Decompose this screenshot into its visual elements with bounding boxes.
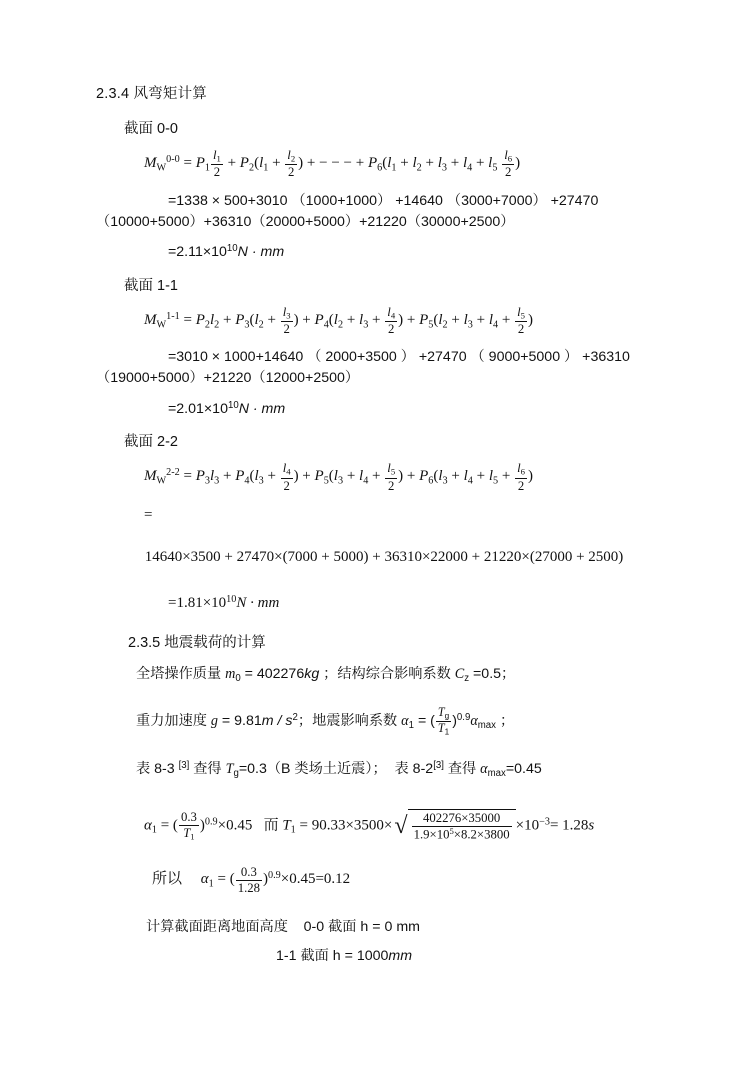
alpha-fraction bbox=[436, 706, 451, 736]
table82-label: 表 8-2 bbox=[394, 760, 434, 777]
alpha-label: ；地震影响系数 bbox=[297, 713, 402, 730]
gravity-value: = 9.81 bbox=[217, 713, 262, 730]
result-1-1 bbox=[168, 400, 672, 417]
formula-alpha-calc: $\alpha_1$ = ( $\frac{0.3}{T_1}$ )$^{0.9}$×0.45 而 $T_1 = 90.33\times 3500\times√$ $\frac{402276\times 35000}{1.9\times 10^5\times 8.2\times 3800}$ $\times 10^{-3}= 1.28s$ bbox=[144, 810, 595, 842]
alpha-frac-num-sub: g bbox=[444, 711, 450, 721]
mass-value: = 402276 bbox=[240, 665, 305, 682]
amax-var: α bbox=[480, 760, 488, 777]
table83-mid: 查得 bbox=[189, 760, 226, 777]
height-1-1: 1-1 截面 h = 1000 bbox=[276, 948, 389, 965]
coef-value: =0.5； bbox=[469, 665, 516, 682]
section-label-0-0: 截面 0-0 bbox=[124, 121, 178, 137]
result-0-0-exp: 10 bbox=[226, 242, 238, 254]
height-0-0: 0-0 截面 h = 0 mm bbox=[303, 918, 420, 935]
line-height-1-1 bbox=[276, 946, 672, 967]
gravity-unit: m / s bbox=[261, 713, 293, 730]
alpha-power: 0.9 bbox=[456, 712, 471, 724]
formula-moment-0-0: $M_W^{0-0} = P_1$ $\frac{l_1}{2}$ + $P_2(l_1$ + $\frac{l_2}{2}$ ) + − − − + $P_6(l_1 + l_2 + l_3 + l_4 + l_5$ $\frac{l_6}{2}$ ) bbox=[144, 148, 521, 180]
calc-line-0-0-2: （10000+5000）+36310（20000+5000）+21220（30000+2500） bbox=[96, 213, 515, 230]
result-1-1-exp: 10 bbox=[227, 399, 239, 411]
alpha-max-sub: max bbox=[477, 720, 496, 732]
alpha-frac-num: T bbox=[437, 705, 445, 720]
page-title: 2.3.4 风弯矩计算 bbox=[96, 86, 207, 102]
coef-var-sub: z bbox=[464, 672, 470, 684]
section-label-1-1: 截面 1-1 bbox=[124, 277, 178, 294]
line-gravity: 重力加速度 $g = 9.81m / s^2$；地震影响系数 $\alpha_1$ = ( $\frac{T_g}{T_1}$ )$^{0.9}\alpha_{max}$ ； bbox=[136, 705, 515, 737]
result-2-2-unit: N · mm bbox=[236, 594, 280, 611]
result-2-2-value: =1.81×10 bbox=[168, 594, 227, 611]
section-heading-seismic: 2.3.5 地震载荷的计算 bbox=[128, 634, 266, 651]
line-height-heading bbox=[146, 917, 672, 938]
gravity-unit-exp: 2 bbox=[292, 712, 298, 724]
alpha-frac-den-sub: 1 bbox=[444, 727, 450, 737]
alpha-eq: = ( bbox=[414, 713, 435, 730]
calc-line-1-1-1: =3010 × 1000+14640 （ 2000+3500 ） +27470 （ 9000+5000 ） +36310 bbox=[168, 349, 630, 366]
tg-sub: g bbox=[233, 767, 239, 779]
alpha-max-var: α bbox=[470, 713, 478, 730]
section-label-2-2: 截面 2-2 bbox=[124, 434, 178, 451]
tg-value: =0.3（B 类场土近震）； bbox=[238, 760, 387, 777]
calc-line-2-2: 14640×3500 + 27470×(7000 + 5000) + 36310×22000 + 21220×(27000 + 2500) bbox=[144, 548, 624, 565]
tg-var: T bbox=[225, 760, 234, 777]
alpha-t1-result: 1.28 bbox=[562, 817, 589, 834]
result-2-2 bbox=[168, 591, 672, 615]
height-1-1-unit: mm bbox=[388, 948, 413, 965]
gravity-label: 重力加速度 bbox=[136, 713, 211, 730]
coef-var: C bbox=[454, 665, 465, 682]
mass-label: 全塔操作质量 bbox=[136, 665, 226, 682]
so-value: ×0.45=0.12 bbox=[280, 871, 351, 888]
mass-unit: kg bbox=[304, 665, 320, 682]
document-content bbox=[96, 82, 672, 967]
coef-label: ；结构综合影响系数 bbox=[319, 665, 455, 682]
table83-label: 表 8-3 bbox=[136, 760, 179, 777]
line-table-lookup bbox=[136, 759, 672, 781]
so-label: 所以 bbox=[152, 871, 183, 888]
formula-moment-2-2: $M_W^{2-2} = P_3l_3 + P_4(l_3$ + $\frac{l_4}{2}$ ) + $P_5(l_3 + l_4$ + $\frac{l_5}{2}$ ) + $P_6(l_3 + l_4 + l_5$ + $\frac{l_6}{2}$ ) bbox=[144, 461, 533, 493]
amax-value: =0.45 bbox=[505, 760, 542, 777]
formula-alpha-result: 所以 $\alpha_1$ = ( $\frac{0.3}{1.28}$ )$^{0.9}$×0.45=0.12 bbox=[152, 865, 351, 895]
alpha-t1-unit: s bbox=[588, 817, 595, 834]
table82-ref: [3] bbox=[433, 759, 444, 771]
calc-line-1-1-2: （19000+5000）+21220（12000+2500） bbox=[96, 370, 360, 387]
result-0-0-value: =2.11×10 bbox=[168, 243, 227, 260]
result-1-1-value: =2.01×10 bbox=[168, 400, 228, 417]
amax-sub: max bbox=[487, 767, 506, 779]
result-0-0-unit: N · mm bbox=[237, 243, 285, 260]
mass-var-sub: 0 bbox=[235, 672, 241, 684]
eq-sign-2-2: = bbox=[144, 506, 153, 523]
gravity-var: g bbox=[210, 713, 218, 730]
alpha-frac-den: T bbox=[437, 720, 445, 735]
alpha-var-sub: 1 bbox=[408, 720, 414, 732]
formula-moment-1-1: $M_W^{1-1} = P_2l_2 + P_3(l_2$ + $\frac{l_3}{2}$ ) + $P_4(l_2 + l_3$ + $\frac{l_4}{2}$ ) + $P_5(l_2 + l_3 + l_4$ + $\frac{l_5}{2}$ ) bbox=[144, 304, 533, 336]
calc-line-0-0-1: =1338 × 500+3010 （1000+1000） +14640 （3000+7000） +27470 bbox=[168, 192, 599, 209]
alpha-var: α bbox=[401, 713, 409, 730]
line-total-mass bbox=[136, 664, 672, 686]
table83-ref: [3] bbox=[178, 759, 190, 771]
table82-mid: 查得 bbox=[443, 760, 481, 777]
result-2-2-exp: 10 bbox=[226, 593, 237, 605]
mass-var: m bbox=[225, 665, 236, 682]
result-0-0 bbox=[168, 243, 672, 260]
height-label: 计算截面距离地面高度 bbox=[146, 918, 288, 935]
result-1-1-unit: N · mm bbox=[238, 400, 286, 417]
alpha-end: ； bbox=[496, 713, 515, 730]
